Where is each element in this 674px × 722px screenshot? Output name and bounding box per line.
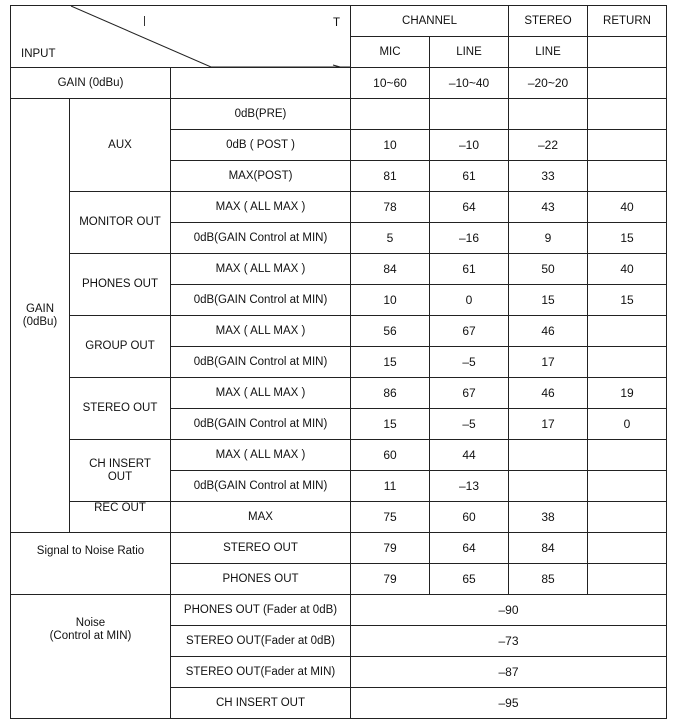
mic-value: 78 [351,192,430,223]
return-value: 40 [588,192,667,223]
gain-range-spacer [171,68,351,99]
gain-row [11,378,667,409]
stereo-value [509,440,588,471]
noise-value: –90 [351,595,667,626]
stereo-line-header: LINE [509,37,588,68]
gain-row [11,440,667,471]
snr-line: 64 [430,533,509,564]
return-value: 15 [588,223,667,254]
mic-value: 75 [351,502,430,533]
return-value [588,161,667,192]
mic-value: 11 [351,471,430,502]
condition-cell: 0dB(GAIN Control at MIN) [171,409,351,440]
line-value: 0 [430,285,509,316]
gain-range-mic: 10~60 [351,68,430,99]
return-value: 15 [588,285,667,316]
line-header: LINE [430,37,509,68]
stereo-value: 46 [509,378,588,409]
condition-cell: 0dB(GAIN Control at MIN) [171,347,351,378]
stereo-value [509,471,588,502]
return-value [588,99,667,130]
gain-row [11,99,667,130]
condition-cell: MAX ( ALL MAX ) [171,192,351,223]
section-label-text: PHONES OUT [81,278,159,290]
condition-cell: MAX ( ALL MAX ) [171,254,351,285]
stereo-value [509,99,588,130]
return-subheader [588,37,667,68]
corner-header-cell [11,6,351,68]
corner-tick [144,16,145,26]
condition-cell: 0dB(GAIN Control at MIN) [171,223,351,254]
line-value: 61 [430,161,509,192]
stereo-value: 15 [509,285,588,316]
return-value [588,502,667,533]
mic-value: 10 [351,130,430,161]
stereo-value: 46 [509,316,588,347]
gain-group-label [11,99,70,533]
gain-row [11,192,667,223]
line-value [430,99,509,130]
return-value [588,347,667,378]
stereo-value: 38 [509,502,588,533]
section-label-text: AUX [108,138,132,151]
return-value [588,316,667,347]
section-label-text: REC OUT [94,502,146,514]
noise-condition: STEREO OUT(Fader at MIN) [171,657,351,688]
diagonal-lines [11,6,351,67]
stereo-value: 33 [509,161,588,192]
return-value: 40 [588,254,667,285]
input-label: INPUT [21,48,56,60]
condition-cell: 0dB(PRE) [171,99,351,130]
section-label-stereo_out [70,378,171,440]
snr-row [11,533,667,564]
stereo-value: 9 [509,223,588,254]
stereo-value: 17 [509,409,588,440]
line-value: –5 [430,347,509,378]
gain-row [11,254,667,285]
stereo-value: 50 [509,254,588,285]
condition-cell: 0dB ( POST ) [171,130,351,161]
channel-header: CHANNEL [351,6,509,37]
line-value: 44 [430,440,509,471]
condition-cell: MAX ( ALL MAX ) [171,316,351,347]
noise-value: –95 [351,688,667,719]
mic-value: 10 [351,285,430,316]
condition-cell: MAX ( ALL MAX ) [171,440,351,471]
snr-return [588,564,667,595]
gain-range-line: –10~40 [430,68,509,99]
line-value: –10 [430,130,509,161]
line-value: –5 [430,409,509,440]
stereo-value: 17 [509,347,588,378]
mic-header: MIC [351,37,430,68]
snr-stereo: 85 [509,564,588,595]
condition-cell: MAX [171,502,351,533]
mic-value [351,99,430,130]
line-value: 67 [430,378,509,409]
gain-range-return [588,68,667,99]
section-label-text: CH INSERT OUT [89,457,151,483]
snr-return [588,533,667,564]
section-label-group [70,316,171,378]
return-value [588,471,667,502]
condition-cell: 0dB(GAIN Control at MIN) [171,285,351,316]
gain-range-label: GAIN (0dBu) [11,68,171,99]
snr-mic: 79 [351,533,430,564]
mic-value: 56 [351,316,430,347]
stereo-value: –22 [509,130,588,161]
section-label-monitor [70,192,171,254]
gain-row [11,502,667,533]
return-value: 0 [588,409,667,440]
corner-t-label: T [332,17,341,29]
return-value: 19 [588,378,667,409]
gain-row [11,316,667,347]
snr-condition: STEREO OUT [171,533,351,564]
snr-line: 65 [430,564,509,595]
mic-value: 15 [351,409,430,440]
section-label-text: GROUP OUT [85,340,155,352]
line-value: 64 [430,192,509,223]
condition-cell: MAX ( ALL MAX ) [171,378,351,409]
noise-label-text: Noise (Control at MIN) [49,617,132,642]
section-label-text: STEREO OUT [82,402,158,414]
gain-range-stereo: –20~20 [509,68,588,99]
noise-label [11,595,171,719]
condition-cell: MAX(POST) [171,161,351,192]
noise-condition: PHONES OUT (Fader at 0dB) [171,595,351,626]
specification-table [10,5,667,719]
section-label-aux [70,99,171,192]
section-label-rec [70,502,171,533]
noise-condition: STEREO OUT(Fader at 0dB) [171,626,351,657]
mic-value: 84 [351,254,430,285]
line-value: –16 [430,223,509,254]
line-value: 61 [430,254,509,285]
section-label-ch_insert [70,440,171,502]
snr-condition: PHONES OUT [171,564,351,595]
return-value [588,440,667,471]
noise-row [11,595,667,626]
snr-mic: 79 [351,564,430,595]
line-value: 60 [430,502,509,533]
return-value [588,130,667,161]
condition-cell: 0dB(GAIN Control at MIN) [171,471,351,502]
noise-value: –73 [351,626,667,657]
stereo-value: 43 [509,192,588,223]
section-label-phones [70,254,171,316]
mic-value: 86 [351,378,430,409]
mic-value: 15 [351,347,430,378]
stereo-header: STEREO [509,6,588,37]
section-label-text: MONITOR OUT [79,216,161,228]
line-value: –13 [430,471,509,502]
snr-label: Signal to Noise Ratio [11,533,171,595]
gain-label-text: GAIN (0dBu) [22,302,58,328]
noise-condition: CH INSERT OUT [171,688,351,719]
mic-value: 5 [351,223,430,254]
mic-value: 81 [351,161,430,192]
mic-value: 60 [351,440,430,471]
line-value: 67 [430,316,509,347]
return-header: RETURN [588,6,667,37]
noise-value: –87 [351,657,667,688]
snr-stereo: 84 [509,533,588,564]
